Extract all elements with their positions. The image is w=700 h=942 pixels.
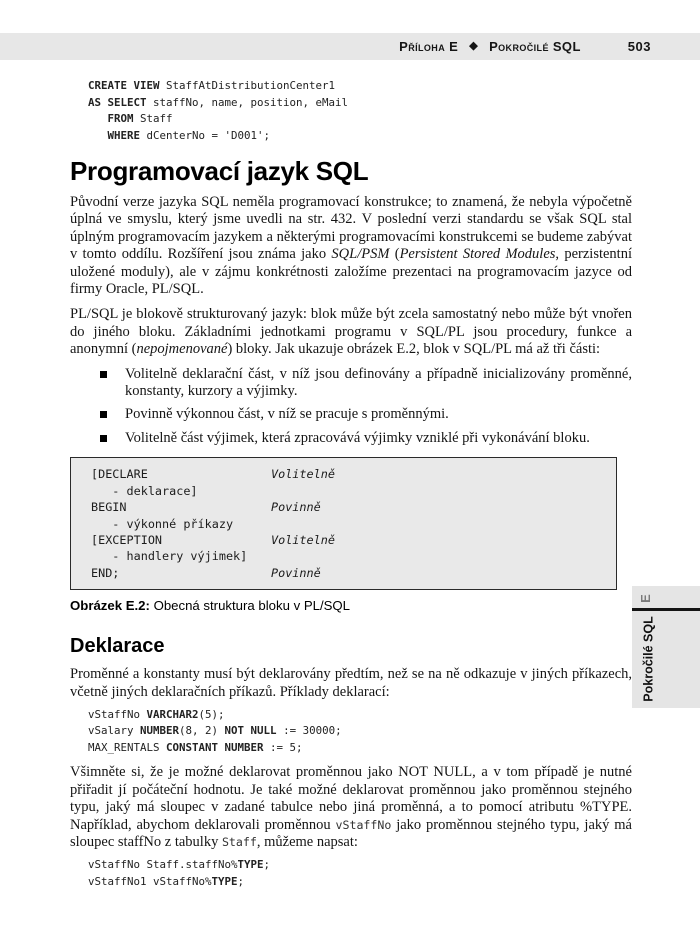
list-item-text: Povinně výkonnou část, v níž se pracuje s proměnnými. — [125, 406, 449, 423]
figure-line — [91, 516, 606, 532]
figure-caption-text: Obecná struktura bloku v PL/SQL — [149, 598, 351, 614]
bullet-list — [70, 366, 632, 448]
list-item-text: Volitelně deklarační část, v níž jsou definovány a případně inicializovány proměnné, konstanty, kurzory a výjimky. — [125, 365, 632, 400]
list-item — [70, 366, 632, 401]
figure-line — [91, 466, 606, 482]
figure-code: - výkonné příkazy — [91, 516, 234, 531]
figure-caption — [70, 598, 632, 614]
section-heading: Deklarace — [70, 635, 165, 658]
page-content — [70, 78, 632, 890]
code-line: vSalary NUMBER(8, 2) NOT NULL := 30000; — [88, 724, 342, 738]
code-line: MAX_RENTALS CONSTANT NUMBER := 5; — [88, 740, 303, 754]
figure-caption-label: Obrázek E.2: — [70, 598, 150, 614]
page-number: 503 — [627, 39, 651, 54]
figure-code: - handlery výjimek] — [91, 549, 248, 564]
header-chapter: Příloha E — [399, 39, 459, 54]
side-tab — [632, 586, 700, 708]
list-item — [70, 406, 632, 423]
figure-code: END; — [91, 565, 120, 580]
header-section: Pokročilé SQL — [489, 39, 581, 54]
tab-label-text: Pokročilé SQL — [642, 615, 657, 702]
bullet-square-icon — [100, 435, 107, 442]
paragraph-plsql: PL/SQL je blokově strukturovaný jazyk: blok může být zcela samostatný nebo může být vnořen do jiného bloku. Základními jednotkami programu v SQL/PL jsou procedury, funkce a anonymní (nepojmenované) bloky. Jak ukazuje obrázek E.2, blok v SQL/PL má až tři části: — [70, 306, 632, 358]
figure-line — [91, 499, 606, 515]
tab-label — [632, 611, 666, 706]
declaration-code-block — [70, 707, 632, 757]
paragraph-type: Všimněte si, že je možné deklarovat proměnnou jako NOT NULL, a v tom případě je nutné přiřadit jí počáteční hodnotu. Je také možné deklarovat proměnnou jako proměnnou stejného typu, jaký má sloupec v zadané tabulce nebo jiná proměnná, a to pomocí atributu %TYPE. Například, abychom deklarovali proměnnou vStaffNo jako proměnnou stejného typu, jaký má sloupec staffNo z tabulky Staff, můžeme napsat: — [70, 764, 632, 851]
figure-code: [DECLARE — [91, 467, 148, 482]
code-line: AS SELECT staffNo, name, position, eMail — [88, 95, 349, 109]
header-bar — [0, 33, 700, 60]
type-code-block — [70, 857, 632, 890]
sql-code-block — [70, 78, 632, 144]
figure-code: - deklarace] — [91, 483, 198, 498]
list-item — [70, 430, 632, 447]
paragraph-declarations: Proměnné a konstanty musí být deklarovány předtím, než se na ně odkazuje v jiných příkazech, včetně jiných deklaračních příkazů. Příklady deklarací: — [70, 666, 632, 700]
figure-line — [91, 548, 606, 564]
tab-letter-glyph: E — [637, 593, 653, 603]
page-title: Programovací jazyk SQL — [70, 156, 369, 186]
code-line: FROM Staff — [107, 112, 173, 125]
figure-line — [91, 483, 606, 499]
figure-label: Volitelně — [271, 532, 335, 547]
code-line: vStaffNo Staff.staffNo%TYPE; — [88, 858, 271, 872]
bullet-square-icon — [100, 371, 107, 378]
figure-label: Povinně — [271, 565, 321, 580]
tab-letter — [632, 588, 658, 608]
figure-code: [EXCEPTION — [91, 532, 163, 547]
figure-line — [91, 532, 606, 548]
code-line: WHERE dCenterNo = 'D001'; — [107, 128, 271, 142]
figure-label: Volitelně — [271, 467, 335, 482]
figure-line — [91, 565, 606, 581]
code-line: vStaffNo VARCHAR2(5); — [88, 707, 225, 721]
figure-code: BEGIN — [91, 500, 127, 515]
code-line: CREATE VIEW StaffAtDistributionCenter1 — [88, 79, 336, 92]
bullet-square-icon — [100, 411, 107, 418]
figure-label: Povinně — [271, 500, 321, 515]
code-line: vStaffNo1 vStaffNo%TYPE; — [88, 874, 245, 888]
figure-box — [70, 457, 617, 590]
diamond-icon: ◆ — [469, 40, 479, 52]
paragraph-intro: Původní verze jazyka SQL neměla programovací konstrukce; to znamená, že nebyla výpočetně úplná ve smyslu, který jsme uvedli na str. 432. V poslední verzi standardu se však SQL stal úplným programovacím jazykem a některými programovacími konstrukcemi se budeme zabývat v tomto oddílu. Rozšíření jsou známa jako SQL/PSM (Persistent Stored Modules, perzistentní uložené moduly), ale v zájmu konkrétnosti založíme prezentaci na programovacím jazyce od firmy Oracle, PL/SQL. — [70, 194, 632, 298]
list-item-text: Volitelně část výjimek, která zpracovává výjimky vzniklé při vykonávání bloku. — [125, 429, 590, 446]
